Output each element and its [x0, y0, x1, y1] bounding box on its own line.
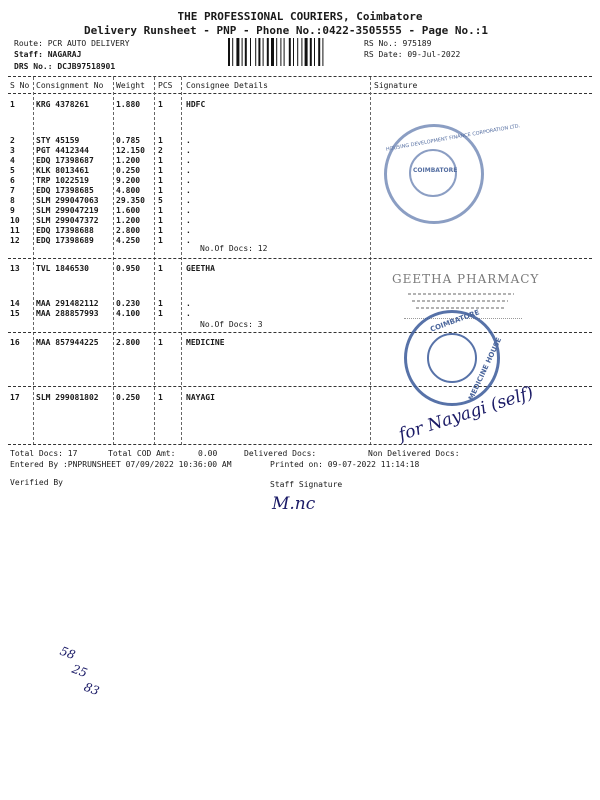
- table-row: [10, 136, 590, 146]
- cell-pcs: 1: [158, 156, 163, 165]
- staff-signature-label: Staff Signature: [270, 480, 343, 489]
- cell-consignment: SLM 299081802: [36, 393, 99, 402]
- group-divider: [8, 386, 592, 387]
- barcode: [228, 38, 354, 66]
- cell-weight: 1.200: [116, 216, 141, 225]
- table-row: [10, 156, 590, 166]
- total-cod-label: Total COD Amt:: [108, 449, 176, 458]
- hdfc-stamp-text: HOUSING DEVELOPMENT FINANCE CORPORATION LTD.: [385, 123, 521, 153]
- cell-weight: 1.200: [116, 156, 141, 165]
- column-divider: [154, 77, 155, 445]
- cell-weight: 0.250: [116, 393, 141, 402]
- cell-weight: 9.200: [116, 176, 141, 185]
- cell-details: .: [186, 299, 191, 308]
- cell-sno: 11: [10, 226, 20, 235]
- group-divider: [8, 258, 592, 259]
- cell-weight: 2.800: [116, 226, 141, 235]
- cell-sno: 3: [10, 146, 15, 155]
- cell-weight: 0.785: [116, 136, 141, 145]
- nayagi-signature: for Nayagi (self): [396, 382, 536, 446]
- cell-details: .: [186, 309, 191, 318]
- cell-weight: 0.950: [116, 264, 141, 273]
- cell-sno: 15: [10, 309, 20, 318]
- cell-sno: 14: [10, 299, 20, 308]
- cell-details: GEETHA: [186, 264, 215, 273]
- cell-sno: 10: [10, 216, 20, 225]
- cell-weight: 0.230: [116, 299, 141, 308]
- cell-sno: 16: [10, 338, 20, 347]
- cell-pcs: 1: [158, 176, 163, 185]
- cell-pcs: 1: [158, 166, 163, 175]
- cell-details: .: [186, 206, 191, 215]
- hdfc-stamp: [384, 123, 521, 224]
- cell-details: HDFC: [186, 100, 206, 109]
- rs-date: RS Date: 09-Jul-2022: [364, 50, 461, 59]
- cell-details: .: [186, 136, 191, 145]
- medicine-house-city: COIMBATORE: [429, 308, 481, 334]
- cell-pcs: 1: [158, 236, 163, 245]
- company-name: THE PROFESSIONAL COURIERS, Coimbatore: [177, 10, 423, 23]
- cell-details: .: [186, 196, 191, 205]
- cell-pcs: 5: [158, 196, 163, 205]
- cell-sno: 1: [10, 100, 15, 109]
- table-row: [10, 226, 590, 236]
- column-divider: [33, 77, 34, 445]
- cell-pcs: 1: [158, 338, 163, 347]
- cell-details: .: [186, 216, 191, 225]
- cell-pcs: 1: [158, 136, 163, 145]
- table-row: [10, 166, 590, 176]
- col-consignee-details: Consignee Details: [186, 81, 268, 90]
- margin-note: 83: [82, 679, 102, 699]
- cell-sno: 17: [10, 393, 20, 402]
- cell-pcs: 1: [158, 216, 163, 225]
- cell-consignment: EDQ 17398685: [36, 186, 94, 195]
- column-divider: [370, 77, 371, 445]
- cell-sno: 7: [10, 186, 15, 195]
- cell-consignment: SLM 299047219: [36, 206, 99, 215]
- divider: [8, 93, 592, 94]
- delivered-docs: Delivered Docs:: [244, 449, 317, 458]
- cell-consignment: MAA 288857993: [36, 309, 99, 318]
- cell-pcs: 1: [158, 100, 163, 109]
- table-row: [10, 176, 590, 186]
- table-row: [10, 206, 590, 216]
- cell-details: .: [186, 166, 191, 175]
- cell-pcs: 1: [158, 299, 163, 308]
- cell-weight: 29.350: [116, 196, 145, 205]
- table-row: [10, 100, 590, 110]
- cell-weight: 4.250: [116, 236, 141, 245]
- cell-pcs: 1: [158, 309, 163, 318]
- cell-details: NAYAGI: [186, 393, 215, 402]
- col-consignment: Consignment No: [36, 81, 104, 90]
- cell-consignment: MAA 291482112: [36, 299, 99, 308]
- table-row: [10, 146, 590, 156]
- total-docs: Total Docs: 17: [10, 449, 78, 458]
- cell-consignment: TRP 1022519: [36, 176, 89, 185]
- cell-sno: 5: [10, 166, 15, 175]
- col-pcs: PCS: [158, 81, 173, 90]
- cell-details: .: [186, 146, 191, 155]
- cell-weight: 4.100: [116, 309, 141, 318]
- cell-consignment: STY 45159: [36, 136, 80, 145]
- cell-pcs: 1: [158, 264, 163, 273]
- table-row: [10, 196, 590, 206]
- cell-sno: 6: [10, 176, 15, 185]
- cell-sno: 4: [10, 156, 15, 165]
- cell-pcs: 1: [158, 226, 163, 235]
- total-cod-value: 0.00: [198, 449, 218, 458]
- entered-by: Entered By :PNPRUNSHEET 07/09/2022 10:36:00 AM: [10, 460, 232, 469]
- cell-weight: 1.600: [116, 206, 141, 215]
- cell-details: .: [186, 186, 191, 195]
- drs-number: DRS No.: DCJB97518901: [14, 62, 116, 71]
- docs-count: No.Of Docs: 12: [200, 244, 268, 253]
- cell-consignment: TVL 1846530: [36, 264, 89, 273]
- cell-sno: 2: [10, 136, 15, 145]
- staff: Staff: NAGARAJ: [14, 50, 82, 59]
- cell-weight: 2.800: [116, 338, 141, 347]
- cell-weight: 1.880: [116, 100, 141, 109]
- printed-on: Printed on: 09-07-2022 11:14:18: [270, 460, 420, 469]
- staff-signature: M.nc: [272, 494, 316, 514]
- table-row: [10, 186, 590, 196]
- cell-consignment: SLM 299047063: [36, 196, 99, 205]
- pharmacy-stamp: GEETHA PHARMACY: [392, 272, 540, 286]
- column-header: [10, 81, 590, 91]
- cell-weight: 0.250: [116, 166, 141, 175]
- cell-pcs: 1: [158, 206, 163, 215]
- cell-pcs: 1: [158, 393, 163, 402]
- non-delivered-docs: Non Delivered Docs:: [368, 449, 460, 458]
- runsheet-title: Delivery Runsheet - PNP - Phone No.:0422-3505555 - Page No.:1: [84, 24, 488, 37]
- cell-sno: 13: [10, 264, 20, 273]
- column-divider: [181, 77, 182, 445]
- cell-details: .: [186, 236, 191, 245]
- medicine-house-text: MEDICINE HOUSE: [467, 336, 504, 402]
- margin-note: 58: [58, 643, 78, 663]
- cell-sno: 12: [10, 236, 20, 245]
- cell-consignment: EDQ 17398688: [36, 226, 94, 235]
- divider: [8, 76, 592, 77]
- divider: [8, 444, 592, 445]
- route: Route: PCR AUTO DELIVERY: [14, 39, 130, 48]
- cell-sno: 9: [10, 206, 15, 215]
- cell-consignment: MAA 857944225: [36, 338, 99, 347]
- cell-details: .: [186, 226, 191, 235]
- cell-details: .: [186, 156, 191, 165]
- cell-weight: 4.800: [116, 186, 141, 195]
- cell-weight: 12.150: [116, 146, 145, 155]
- cell-consignment: SLM 299047372: [36, 216, 99, 225]
- col-signature: Signature: [374, 81, 418, 90]
- rs-number: RS No.: 975189: [364, 39, 432, 48]
- cell-consignment: PGT 4412344: [36, 146, 89, 155]
- hdfc-stamp-city: COIMBATORE: [413, 167, 458, 174]
- col-sno: S No: [10, 81, 30, 90]
- table-row: [10, 236, 590, 246]
- group-divider: [8, 332, 592, 333]
- verified-by: Verified By: [10, 478, 63, 487]
- docs-count: No.Of Docs: 3: [200, 320, 263, 329]
- medicine-house-stamp: [404, 308, 504, 406]
- cell-sno: 8: [10, 196, 15, 205]
- cell-details: .: [186, 176, 191, 185]
- cell-consignment: KLK 8013461: [36, 166, 89, 175]
- cell-consignment: EDQ 17398687: [36, 156, 94, 165]
- cell-consignment: KRG 4378261: [36, 100, 89, 109]
- cell-details: MEDICINE: [186, 338, 225, 347]
- table-row: [10, 216, 590, 226]
- cell-pcs: 1: [158, 186, 163, 195]
- column-divider: [113, 77, 114, 445]
- cell-consignment: EDQ 17398689: [36, 236, 94, 245]
- col-weight: Weight: [116, 81, 145, 90]
- cell-pcs: 2: [158, 146, 163, 155]
- margin-note: 25: [70, 661, 90, 681]
